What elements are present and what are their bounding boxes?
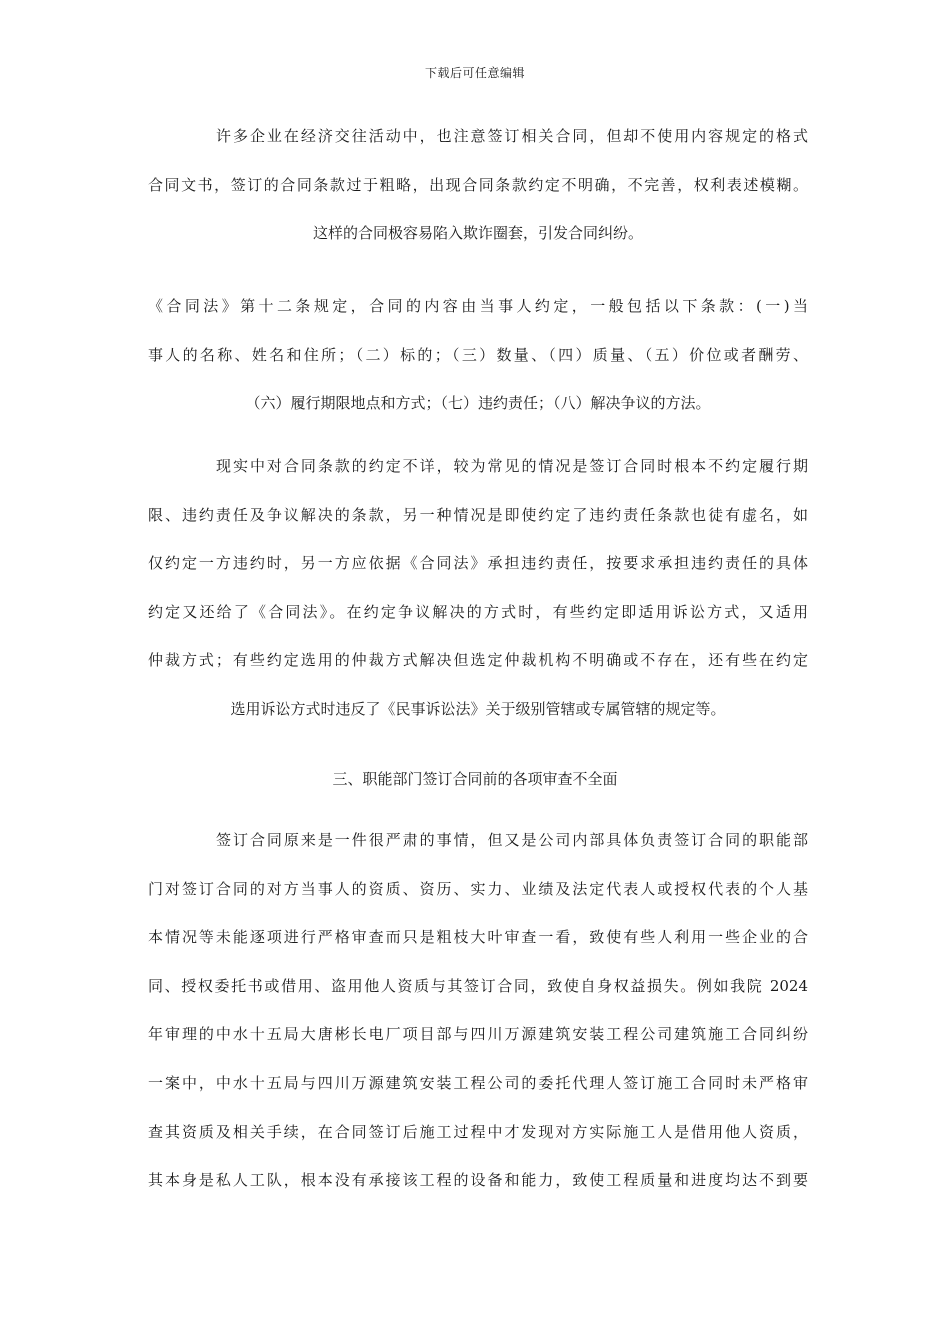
paragraph-line: 限、违约责任及争议解决的条款，另一种情况是即使约定了违约责任条款也徒有虚名，如	[148, 505, 808, 524]
paragraph-line: 本情况等未能逐项进行严格审查而只是粗枝大叶审查一看，致使有些人利用一些企业的合	[148, 928, 808, 947]
page-header: 下载后可任意编辑	[424, 66, 525, 80]
paragraph-line: 合同文书，签订的合同条款过于粗略，出现合同条款约定不明确，不完善，权利表述模糊。	[148, 175, 808, 194]
paragraph-line: 事人的名称、姓名和住所；（二）标的；（三）数量、（四）质量、（五）价位或者酬劳、	[148, 345, 808, 364]
paragraph-2	[148, 282, 808, 428]
section-heading: 三、职能部门签订合同前的各项审查不全面	[332, 770, 618, 788]
paragraph-line: 门对签订合同的对方当事人的资质、资历、实力、业绩及法定代表人或授权代表的个人基	[148, 879, 808, 898]
paragraph-line: 仅约定一方违约时，另一方应依据《合同法》承担违约责任，按要求承担违约责任的具体	[148, 554, 808, 573]
paragraph-line: 选用诉讼方式时违反了《民事诉讼法》关于级别管辖或专属管辖的规定等。	[230, 699, 726, 718]
paragraph-line: 同、授权委托书或借用、盗用他人资质与其签订合同，致使自身权益损失。例如我院 2024	[148, 976, 808, 995]
paragraph-4	[148, 816, 808, 1205]
paragraph-line: 这样的合同极容易陷入欺诈圈套，引发合同纠纷。	[312, 224, 643, 243]
paragraph-line: 其本身是私人工队，根本没有承接该工程的设备和能力，致使工程质量和进度均达不到要	[148, 1171, 808, 1190]
paragraph-line: 年审理的中水十五局大唐彬长电厂项目部与四川万源建筑安装工程公司建筑施工合同纠纷	[148, 1025, 808, 1044]
paragraph-line: 约定又还给了《合同法》。在约定争议解决的方式时，有些约定即适用诉讼方式，又适用	[148, 602, 808, 621]
paragraph-line: 仲裁方式；有些约定选用的仲裁方式解决但选定仲裁机构不明确或不存在，还有些在约定	[148, 651, 808, 670]
paragraph-line: 《合同法》第十二条规定，合同的内容由当事人约定，一般包括以下条款：(一)当	[148, 297, 808, 315]
paragraph-line: 查其资质及相关手续，在合同签订后施工过程中才发现对方实际施工人是借用他人资质，	[148, 1122, 808, 1141]
paragraph-3	[148, 442, 808, 734]
paragraph-line: 一案中，中水十五局与四川万源建筑安装工程公司的委托代理人签订施工合同时未严格审	[148, 1073, 808, 1092]
paragraph-line: 现实中对合同条款的约定不详，较为常见的情况是签订合同时根本不约定履行期	[216, 457, 808, 475]
paragraph-1	[148, 112, 808, 258]
paragraph-line: 许多企业在经济交往活动中，也注意签订相关合同，但却不使用内容规定的格式	[216, 127, 808, 145]
paragraph-line: （六）履行期限地点和方式；（七）违约责任；（八）解决争议的方法。	[245, 394, 711, 413]
paragraph-line: 签订合同原来是一件很严肃的事情，但又是公司内部具体负责签订合同的职能部	[216, 831, 808, 849]
